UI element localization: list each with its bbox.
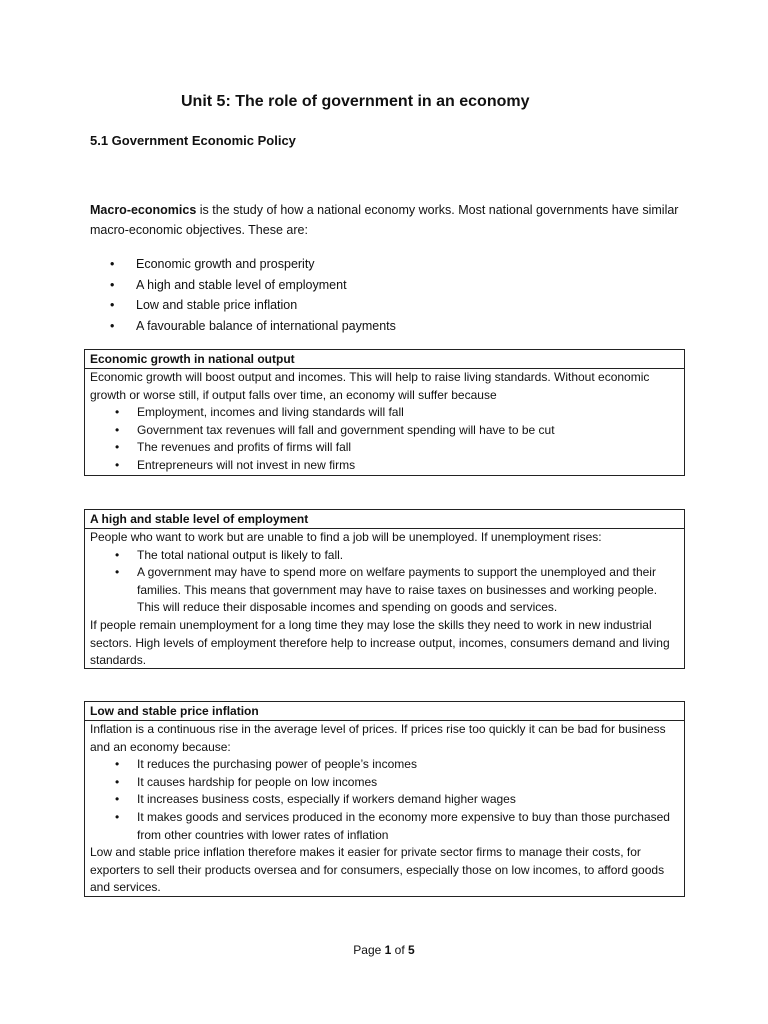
section-heading: 5.1 Government Economic Policy xyxy=(90,133,296,148)
intro-paragraph xyxy=(90,200,690,240)
box-body xyxy=(85,721,684,897)
of-word: of xyxy=(394,943,405,957)
box-heading: A high and stable level of employment xyxy=(85,510,684,529)
box-body xyxy=(85,369,684,475)
inflation-box xyxy=(84,701,685,897)
box-bullet: • It causes hardship for people on low incomes xyxy=(137,774,679,792)
box-intro: People who want to work but are unable to find a job will be unemployed. If unemployment rises: xyxy=(90,530,602,544)
objective-item: • Economic growth and prosperity xyxy=(110,254,396,275)
objective-item: • Low and stable price inflation xyxy=(110,295,396,316)
box-heading: Low and stable price inflation xyxy=(85,702,684,721)
objective-item: • A high and stable level of employment xyxy=(110,275,396,296)
box-bullet-list xyxy=(90,756,679,844)
box-bullet: • Government tax revenues will fall and government spending will have to be cut xyxy=(137,422,679,440)
box-conclusion: Low and stable price inflation therefore makes it easier for private sector firms to manage their costs, for exporters to sell their products oversea and for consumers, especially those on low incomes, to afford goods and services. xyxy=(90,845,665,895)
intro-text: is the study of how a national economy works. Most national governments have similar macro-economic objectives. These are: xyxy=(90,203,679,237)
box-bullet: • It reduces the purchasing power of people’s incomes xyxy=(137,756,679,774)
economic-growth-box xyxy=(84,349,685,476)
box-intro: Inflation is a continuous rise in the average level of prices. If prices rise too quickly it can be bad for business and an economy because: xyxy=(90,722,666,754)
box-bullet: • Employment, incomes and living standards will fall xyxy=(137,404,679,422)
intro-term: Macro-economics xyxy=(90,203,197,217)
box-body xyxy=(85,529,684,670)
page-current: 1 xyxy=(384,943,392,957)
employment-box xyxy=(84,509,685,669)
box-bullet: • The total national output is likely to fall. xyxy=(137,547,679,565)
page-total: 5 xyxy=(408,943,415,957)
box-intro: Economic growth will boost output and incomes. This will help to raise living standards. Without economic growth or worse still, if output falls over time, an economy will suffer because xyxy=(90,370,650,402)
box-bullet-list xyxy=(90,547,679,617)
page-title: Unit 5: The role of government in an economy xyxy=(181,93,530,110)
objectives-list xyxy=(110,254,396,336)
page-footer xyxy=(0,943,768,957)
box-bullet-list xyxy=(90,404,679,474)
box-bullet: • Entrepreneurs will not invest in new firms xyxy=(137,457,679,475)
objective-item: • A favourable balance of international payments xyxy=(110,316,396,337)
box-bullet: • The revenues and profits of firms will fall xyxy=(137,439,679,457)
page-word: Page xyxy=(353,943,382,957)
box-bullet: • It increases business costs, especially if workers demand higher wages xyxy=(137,791,679,809)
box-heading: Economic growth in national output xyxy=(85,350,684,369)
box-bullet: • A government may have to spend more on welfare payments to support the unemployed and their families. This means that government may have to raise taxes on businesses and working people. This will reduce their disposable incomes and spending on goods and services. xyxy=(137,564,679,617)
box-conclusion: If people remain unemployment for a long time they may lose the skills they need to work in new industrial sectors. High levels of employment therefore help to increase output, incomes, consumers demand and living standards. xyxy=(90,617,670,668)
box-bullet: • It makes goods and services produced in the economy more expensive to buy than those purchased from other countries with lower rates of inflation xyxy=(137,809,679,844)
